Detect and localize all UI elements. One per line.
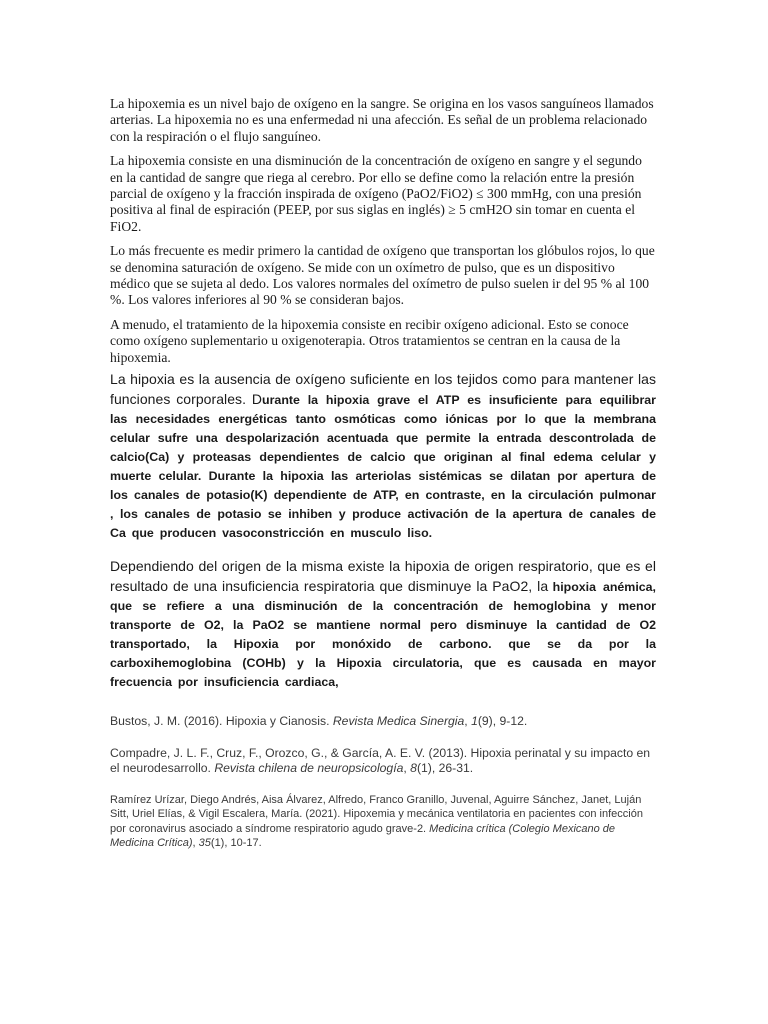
origen-bold-text: hipoxia anémica, que se refiere a una disminución de la concentración de hemoglobina y menor transporte de O2, la PaO2 se mantiene normal pero disminuye la cantidad de O2 transportado, la Hipoxia por monóxido de carbono. que se da por la carboxihemoglobina (COHb) y la Hipoxia circulatoria, que es causada en mayor frecuencia por insuficiencia cardiaca, (110, 580, 656, 690)
reference-bustos (110, 714, 656, 730)
paragraph-hipoxia-origen (110, 557, 656, 692)
reference-separator: , (403, 761, 411, 776)
paragraph-oxygen-saturation: Lo más frecuente es medir primero la cantidad de oxígeno que transportan los glóbulos rojos, lo que se denomina saturación de oxígeno. Se mide con un oxímetro de pulso, que es un dispositivo médico que se sujeta al dedo. Los valores normales del oxímetro de pulso suelen ir del 95 % al 100 %. Los valores inferiores al 90 % se consideran bajos. (110, 243, 655, 308)
hipoxia-bold-text: urante la hipoxia grave el ATP es insuficiente para equilibrar las necesidades energéticas tanto osmóticas como iónicas por lo que la membrana celular sufre una despolarización acentuada que permite la entrada descontrolada de calcio(Ca) y proteasas dependientes de calcio que originan al final edema celular y muerte celular. Durante la hipoxia las arteriolas sistémicas se dilatan por apertura de los canales de potasio(K) dependiente de ATP, en contraste, en la circulación pulmonar , los canales de potasio se inhiben y produce activación de la apertura de canales de Ca que producen vasoconstricción en musculo liso. (110, 393, 656, 541)
reference-pages: (1), 26-31. (416, 761, 474, 776)
reference-volume: 35 (198, 837, 211, 850)
paragraph-hipoxemia-definition: La hipoxemia es un nivel bajo de oxígeno en la sangre. Se origina en los vasos sanguíneos llamados arterias. La hipoxemia no es una enfermedad ni una afección. Es señal de un problema relacionado con la respiración o el flujo sanguíneo. (110, 96, 654, 144)
reference-text: Bustos, J. M. (2016). Hipoxia y Cianosis. (110, 714, 333, 729)
reference-journal: Medicina crítica (Colegio Mexicano de Medicina Crítica) (110, 822, 616, 850)
reference-separator: , (464, 714, 472, 729)
reference-separator: , (192, 837, 199, 850)
reference-ramirez (110, 793, 656, 851)
reference-pages: (1), 10-17. (210, 837, 262, 850)
reference-text: Ramírez Urízar, Diego Andrés, Aisa Álvarez, Alfredo, Franco Granillo, Juvenal, Aguirre Sánchez, Janet, Luján Sitt, Uriel Elías, & Vigil Escalera, María. (2021). Hipoxemia y mecánica ventilatoria en pacientes con infección por coronavirus asociado a síndrome respiratorio agudo grave-2. (110, 793, 643, 835)
origen-lead-text: Dependiendo del origen de la misma existe la hipoxia de origen respiratorio, que es el resultado de una insuficiencia respiratoria que disminuye la PaO2, la (110, 558, 656, 595)
reference-pages: (9), 9-12. (477, 714, 528, 729)
paragraph-treatment: A menudo, el tratamiento de la hipoxemia consiste en recibir oxígeno adicional. Esto se conoce como oxígeno suplementario u oxigenoterapia. Otros tratamientos se centran en la causa de la hipoxemia. (110, 316, 629, 365)
paragraph-hipoxemia-pao2-fio2: La hipoxemia consiste en una disminución de la concentración de oxígeno en sangre y el segundo en la cantidad de sangre que riega al cerebro. Por ello se define como la relación entre la presión parcial de oxígeno y la fracción inspirada de oxígeno (PaO2/FiO2) ≤ 300 mmHg, con una presión positiva al final de espiración (PEEP, por sus siglas en inglés) ≥ 5 cmH2O sin tomar en cuenta el FiO2. (110, 153, 642, 234)
reference-text: Compadre, J. L. F., Cruz, F., Orozco, G., & García, A. E. V. (2013). Hipoxia perinatal y su impacto en el neurodesarrollo. (110, 745, 651, 776)
reference-volume: 8 (410, 761, 417, 776)
paragraph-hipoxia (110, 370, 656, 543)
reference-volume: 1 (471, 714, 478, 729)
references-list (110, 714, 656, 850)
hipoxia-lead-text: La hipoxia es la ausencia de oxígeno suficiente en los tejidos como para mantener las funciones corporales. D (110, 371, 656, 408)
reference-journal: Revista Medica Sinergia (332, 714, 465, 729)
reference-journal: Revista chilena de neuropsicología (214, 761, 404, 776)
reference-compadre (110, 746, 656, 777)
